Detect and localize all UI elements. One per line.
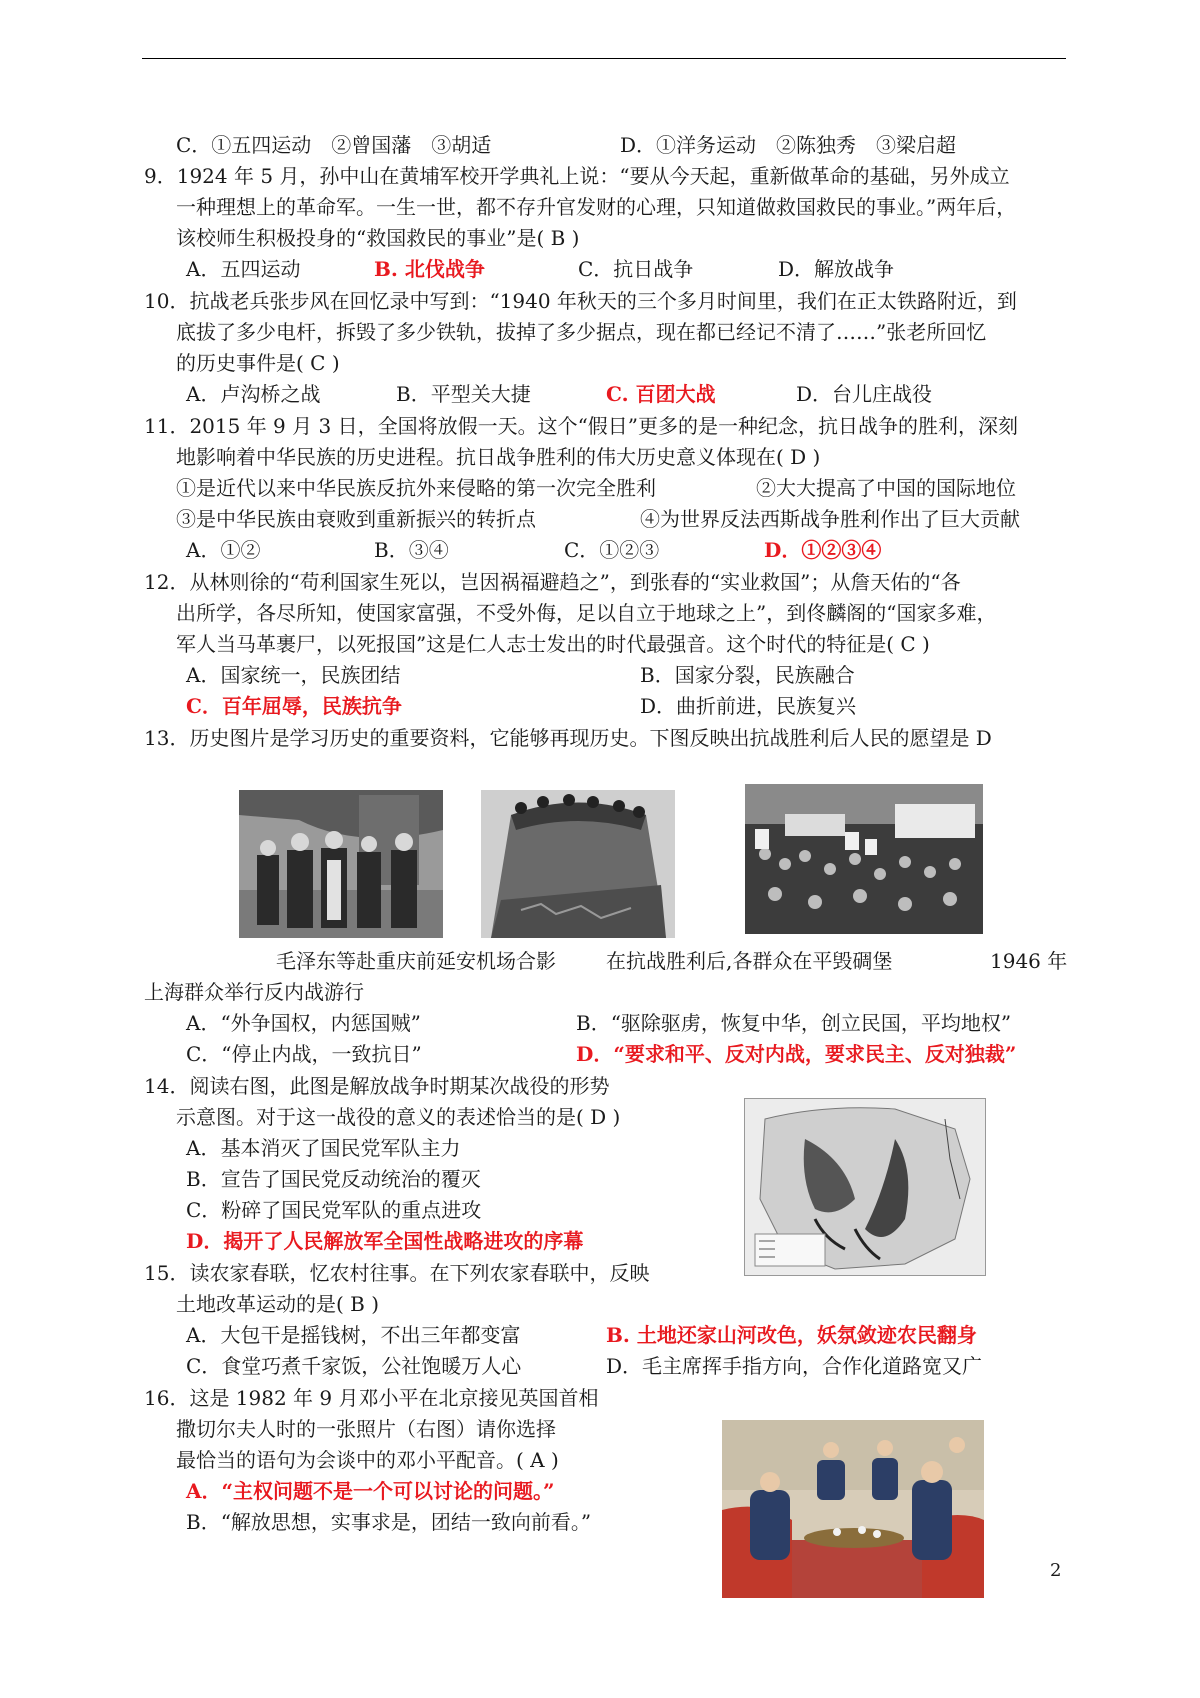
text-line: C．①②③	[564, 538, 660, 562]
text-line: 14．阅读右图，此图是解放战争时期某次战役的形势	[144, 1074, 610, 1098]
yanan-airport-photo	[239, 790, 443, 938]
text-line: ④为世界反法西斯战争胜利作出了巨大贡献	[640, 507, 1020, 531]
text-line: D．①洋务运动 ②陈独秀 ③梁启超	[620, 133, 957, 157]
text-line: 最恰当的语句为会谈中的邓小平配音。( A )	[176, 1448, 559, 1472]
deng-thatcher-photo	[722, 1420, 984, 1598]
text-line: 军人当马革裹尸，以死报国”这是仁人志士发出的时代最强音。这个时代的特征是( C )	[176, 632, 930, 656]
text-line: A．大包干是摇钱树，不出三年都变富	[186, 1323, 521, 1347]
text-line: 的历史事件是( C )	[176, 351, 340, 375]
text-line: A．五四运动	[186, 257, 301, 281]
shanghai-march-photo	[745, 784, 983, 934]
answer-text-line: A．“主权问题不是一个可以讨论的问题。”	[186, 1479, 555, 1503]
text-line: D．曲折前进，民族复兴	[640, 694, 857, 718]
text-line: 撒切尔夫人时的一张照片（右图）请你选择	[176, 1417, 556, 1441]
text-line: A．①②	[186, 538, 261, 562]
text-line: 15．读农家春联，忆农村往事。在下列农家春联中，反映	[144, 1261, 650, 1285]
text-line: 12．从林则徐的“苟利国家生死以，岂因祸福避趋之”，到张春的“实业救国”；从詹天佑的“各	[144, 570, 961, 594]
text-line: A．卢沟桥之战	[186, 382, 321, 406]
text-line: 10．抗战老兵张步风在回忆录中写到：“1940 年秋天的三个多月时间里，我们在正太铁路附近，到	[144, 289, 1017, 313]
answer-text-line: B. 土地还家山河改色，妖氛敛迹农民翻身	[606, 1323, 977, 1347]
text-line: A．国家统一，民族团结	[186, 663, 401, 687]
text-line: D．解放战争	[778, 257, 895, 281]
answer-text-line: C. 百团大战	[606, 382, 716, 406]
text-line: ③是中华民族由衰败到重新振兴的转折点	[176, 507, 536, 531]
answer-text-line: C．百年屈辱，民族抗争	[186, 694, 402, 718]
text-line: 9．1924 年 5 月，孙中山在黄埔军校开学典礼上说：“要从今天起，重新做革命的基础，另外成立	[144, 164, 1010, 188]
text-line: ②大大提高了中国的国际地位	[756, 476, 1016, 500]
text-line: C．抗日战争	[578, 257, 694, 281]
text-line: 11．2015 年 9 月 3 日，全国将放假一天。这个“假日”更多的是一种纪念，抗日战争的胜利，深刻	[144, 414, 1019, 438]
text-line: 在抗战胜利后,各群众在平毁碉堡	[606, 949, 893, 973]
text-line: B．平型关大捷	[396, 382, 531, 406]
text-line: A．“外争国权，内惩国贼”	[186, 1011, 421, 1035]
text-line: C．①五四运动 ②曾国藩 ③胡适	[176, 133, 492, 157]
text-line: 1946 年	[990, 949, 1068, 973]
text-line: B．国家分裂，民族融合	[640, 663, 855, 687]
text-line: B．宣告了国民党反动统治的覆灭	[186, 1167, 481, 1191]
text-line: D．毛主席挥手指方向，合作化道路宽又广	[606, 1354, 983, 1378]
text-line: 地影响着中华民族的历史进程。抗日战争胜利的伟大历史意义体现在( D )	[176, 445, 821, 469]
text-line: 土地改革运动的是( B )	[176, 1292, 380, 1316]
blockhouse-photo	[481, 790, 675, 938]
page-number: 2	[1050, 1560, 1062, 1581]
text-line: C．“停止内战，一致抗日”	[186, 1042, 422, 1066]
answer-text-line: B. 北伐战争	[374, 257, 485, 281]
text-line: 底拔了多少电杆，拆毁了多少铁轨，拔掉了多少据点，现在都已经记不清了……”张老所回忆	[176, 320, 987, 344]
text-line: C．食堂巧煮千家饭，公社饱暖万人心	[186, 1354, 522, 1378]
answer-text-line: D．揭开了人民解放军全国性战略进攻的序幕	[186, 1229, 584, 1253]
header-rule	[142, 58, 1066, 59]
text-line: 13．历史图片是学习历史的重要资料，它能够再现历史。下图反映出抗战胜利后人民的愿望是 D	[144, 726, 992, 750]
text-line: 该校师生积极投身的“救国救民的事业”是( B )	[176, 226, 580, 250]
text-line: ①是近代以来中华民族反抗外来侵略的第一次完全胜利	[176, 476, 656, 500]
text-line: C．粉碎了国民党军队的重点进攻	[186, 1198, 482, 1222]
text-line: 出所学，各尽所知，使国家富强，不受外侮，足以自立于地球之上”，到佟麟阁的“国家多难，	[176, 601, 997, 625]
text-line: B．“解放思想，实事求是，团结一致向前看。”	[186, 1510, 592, 1534]
text-line: 16．这是 1982 年 9 月邓小平在北京接见英国首相	[144, 1386, 599, 1410]
text-line: A．基本消灭了国民党军队主力	[186, 1136, 461, 1160]
text-line: 毛泽东等赴重庆前延安机场合影	[276, 949, 556, 973]
answer-text-line: D．①②③④	[764, 538, 882, 562]
text-line: D．台儿庄战役	[796, 382, 933, 406]
text-line: 示意图。对于这一战役的意义的表述恰当的是( D )	[176, 1105, 621, 1129]
text-line: B．③④	[374, 538, 449, 562]
text-line: 一种理想上的革命军。一生一世，都不存升官发财的心理，只知道做救国救民的事业。”两年后，	[176, 195, 1017, 219]
campaign-map	[744, 1098, 986, 1276]
text-line: B．“驱除驱虏，恢复中华，创立民国，平均地权”	[576, 1011, 1012, 1035]
answer-text-line: D．“要求和平、反对内战，要求民主、反对独裁”	[576, 1042, 1017, 1066]
text-line: 上海群众举行反内战游行	[144, 980, 364, 1004]
